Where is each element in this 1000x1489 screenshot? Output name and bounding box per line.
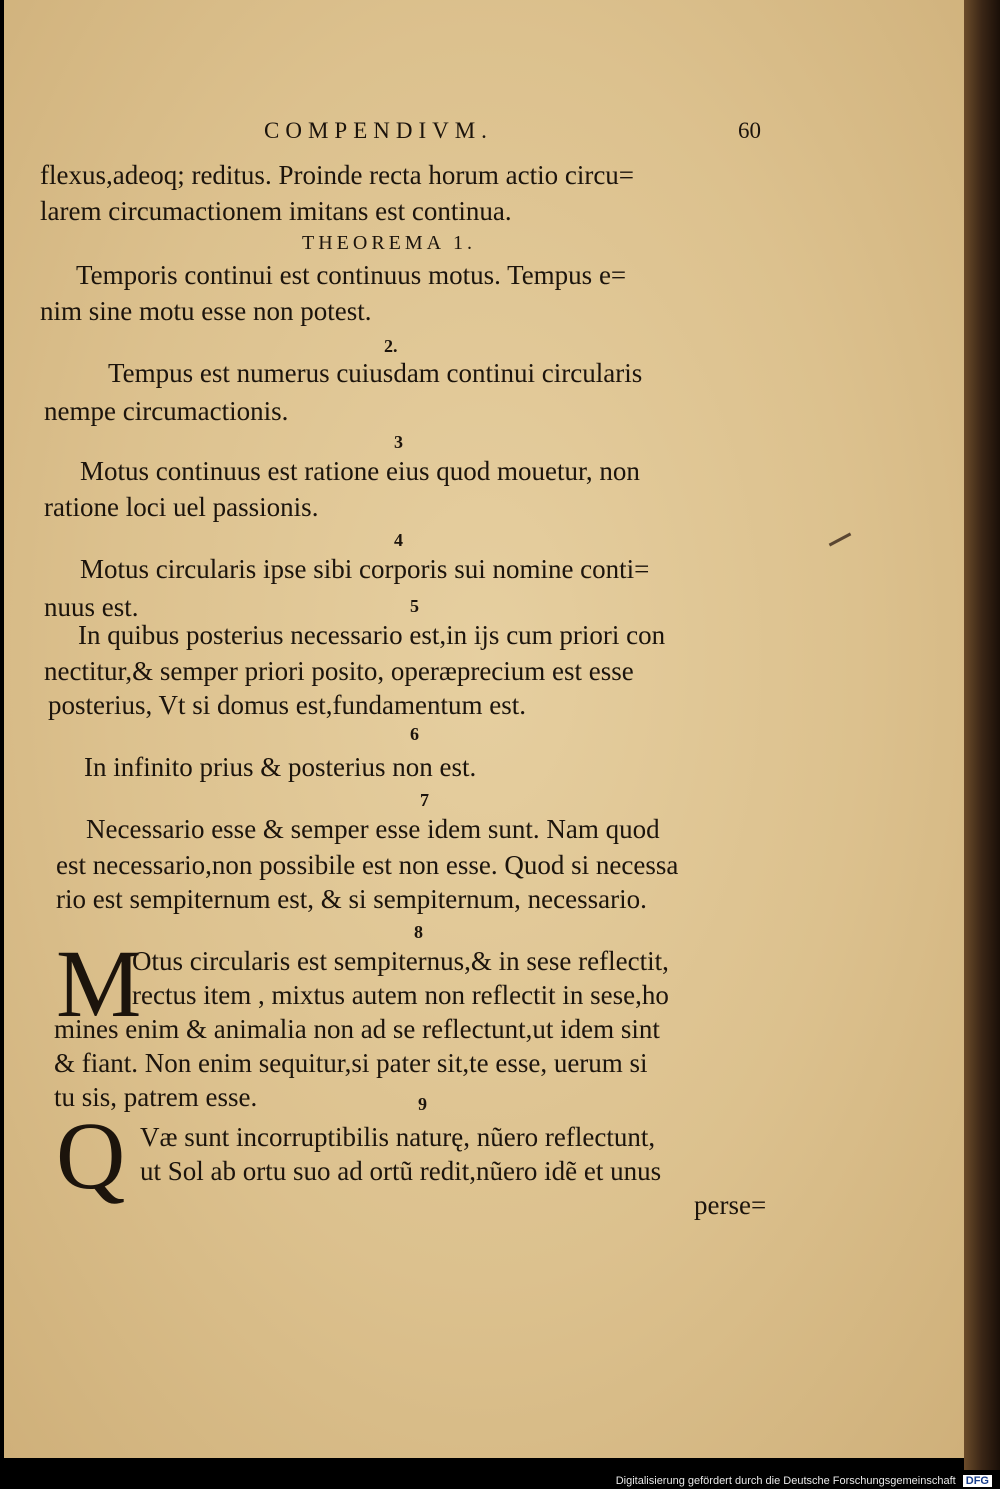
text-line: In infinito prius & posterius non est. xyxy=(84,752,477,782)
section-number: 7 xyxy=(420,790,429,810)
catchword: perse= xyxy=(694,1190,767,1220)
text-line: nim sine motu esse non potest. xyxy=(40,296,372,326)
theorem-heading: THEOREMA 1. xyxy=(302,232,476,254)
text-line: Otus circularis est sempiternus,& in sese reflectit, xyxy=(132,946,669,976)
text-line: nempe circumactionis. xyxy=(44,396,289,426)
section-number: 4 xyxy=(394,530,403,550)
drop-cap-m: M xyxy=(56,930,142,1037)
text-line: Tempus est numerus cuiusdam continui circularis xyxy=(108,358,643,388)
text-line: ratione loci uel passionis. xyxy=(44,492,319,522)
text-line: mines enim & animalia non ad se reflectunt,ut idem sint xyxy=(54,1014,660,1044)
running-header: COMPENDIVM. xyxy=(264,118,493,143)
section-number: 2. xyxy=(384,336,398,356)
text-line: larem circumactionem imitans est continua. xyxy=(40,196,512,226)
drop-cap-q: Q xyxy=(56,1102,126,1209)
text-line: nectitur,& semper priori posito, operæprecium est esse xyxy=(44,656,634,686)
text-line: nuus est. xyxy=(44,592,139,622)
text-line: est necessario,non possibile est non esse. Quod si necessa xyxy=(56,850,679,880)
text-line: flexus,adeoq; reditus. Proinde recta horum actio circu= xyxy=(40,160,635,190)
text-line: Temporis continui est continuus motus. Tempus e= xyxy=(76,260,627,290)
text-line: ut Sol ab ortu suo ad ortũ redit,nũero idẽ et unus xyxy=(140,1156,662,1186)
text-line: Motus circularis ipse sibi corporis sui nomine conti= xyxy=(80,554,650,584)
digitization-credit xyxy=(616,1475,992,1487)
text-line: In quibus posterius necessario est,in ijs cum priori con xyxy=(78,620,666,650)
text-line: rio est sempiternum est, & si sempiternum, necessario. xyxy=(56,884,647,914)
text-line: posterius, Vt si domus est,fundamentum est. xyxy=(48,690,526,720)
text-line: tu sis, patrem esse. xyxy=(54,1082,258,1112)
section-number: 3 xyxy=(394,432,403,452)
dfg-logo: DFG xyxy=(963,1475,992,1487)
section-number: 6 xyxy=(410,724,419,744)
section-number: 5 xyxy=(410,596,419,616)
section-number: 8 xyxy=(414,922,423,942)
text-line: Necessario esse & semper esse idem sunt. Nam quod xyxy=(86,814,660,844)
page-number: 60 xyxy=(738,118,761,143)
text-line: & fiant. Non enim sequitur,si pater sit,te esse, uerum si xyxy=(54,1048,648,1078)
text-line: rectus item , mixtus autem non reflectit in sese,ho xyxy=(132,980,669,1010)
section-number: 9 xyxy=(418,1094,427,1114)
credit-text: Digitalisierung gefördert durch die Deutsche Forschungsgemeinschaft xyxy=(615,1475,956,1487)
book-edge xyxy=(964,0,1000,1470)
text-line: Væ sunt incorruptibilis naturę, nũero reflectunt, xyxy=(140,1122,656,1152)
text-line: Motus continuus est ratione eius quod mouetur, non xyxy=(80,456,640,486)
